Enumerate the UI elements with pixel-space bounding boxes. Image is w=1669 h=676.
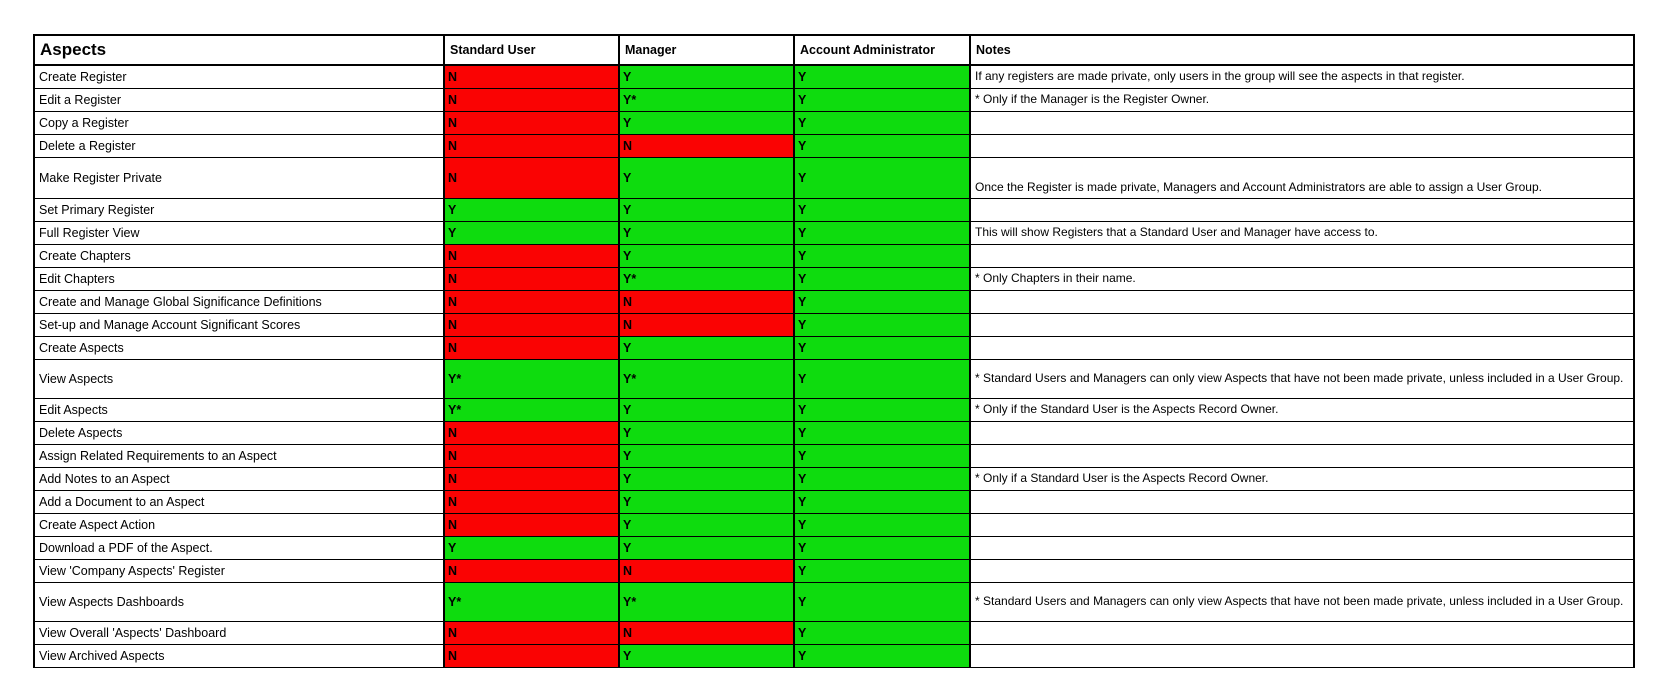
column-header-standard-user: Standard User: [444, 35, 619, 65]
aspect-label: Edit Aspects: [34, 399, 444, 422]
permission-account-administrator: Y: [794, 468, 970, 491]
permission-standard-user: N: [444, 622, 619, 645]
note-text: [970, 422, 1634, 445]
aspect-label: View Archived Aspects: [34, 645, 444, 668]
permission-account-administrator: Y: [794, 645, 970, 668]
aspect-label: View 'Company Aspects' Register: [34, 560, 444, 583]
note-text: [970, 514, 1634, 537]
permission-account-administrator: Y: [794, 514, 970, 537]
aspect-label: View Aspects: [34, 360, 444, 399]
permission-standard-user: N: [444, 112, 619, 135]
aspect-label: Make Register Private: [34, 158, 444, 199]
note-text: * Only if the Standard User is the Aspects Record Owner.: [970, 399, 1634, 422]
permission-standard-user: N: [444, 514, 619, 537]
aspect-label: Copy a Register: [34, 112, 444, 135]
table-row: [34, 537, 1634, 560]
table-row: [34, 135, 1634, 158]
permission-standard-user: N: [444, 314, 619, 337]
table-row: [34, 65, 1634, 89]
permission-standard-user: Y*: [444, 399, 619, 422]
aspect-label: View Overall 'Aspects' Dashboard: [34, 622, 444, 645]
note-text: [970, 291, 1634, 314]
column-header-notes: Notes: [970, 35, 1634, 65]
permission-manager: Y: [619, 645, 794, 668]
permission-manager: Y: [619, 445, 794, 468]
note-text: [970, 622, 1634, 645]
aspect-label: Create Aspects: [34, 337, 444, 360]
permission-standard-user: Y: [444, 199, 619, 222]
note-text: * Only Chapters in their name.: [970, 268, 1634, 291]
permission-standard-user: N: [444, 645, 619, 668]
table-row: [34, 268, 1634, 291]
permission-standard-user: N: [444, 337, 619, 360]
permission-account-administrator: Y: [794, 65, 970, 89]
aspect-label: Edit a Register: [34, 89, 444, 112]
column-header-manager: Manager: [619, 35, 794, 65]
table-row: [34, 112, 1634, 135]
note-text: [970, 537, 1634, 560]
note-text: This will show Registers that a Standard User and Manager have access to.: [970, 222, 1634, 245]
permission-standard-user: Y: [444, 537, 619, 560]
permission-manager: N: [619, 560, 794, 583]
permission-manager: Y: [619, 468, 794, 491]
permission-manager: Y: [619, 112, 794, 135]
table-title: Aspects: [34, 35, 444, 65]
permission-manager: Y*: [619, 89, 794, 112]
note-text: [970, 112, 1634, 135]
table-row: [34, 583, 1634, 622]
permission-manager: Y*: [619, 360, 794, 399]
permission-manager: N: [619, 622, 794, 645]
permission-standard-user: N: [444, 291, 619, 314]
note-text: [970, 337, 1634, 360]
note-text: [970, 245, 1634, 268]
note-text: If any registers are made private, only users in the group will see the aspects in that register.: [970, 65, 1634, 89]
aspect-label: Create and Manage Global Significance Definitions: [34, 291, 444, 314]
permission-manager: N: [619, 314, 794, 337]
permission-standard-user: N: [444, 89, 619, 112]
permission-standard-user: Y: [444, 222, 619, 245]
aspect-label: Add Notes to an Aspect: [34, 468, 444, 491]
table-row: [34, 337, 1634, 360]
permission-standard-user: N: [444, 268, 619, 291]
aspect-label: Create Register: [34, 65, 444, 89]
aspect-label: Delete a Register: [34, 135, 444, 158]
permission-account-administrator: Y: [794, 537, 970, 560]
permission-standard-user: N: [444, 468, 619, 491]
table-row: [34, 491, 1634, 514]
permission-standard-user: N: [444, 445, 619, 468]
table-body: [34, 65, 1634, 668]
permission-standard-user: N: [444, 135, 619, 158]
table-row: [34, 622, 1634, 645]
permission-manager: Y*: [619, 583, 794, 622]
permission-manager: Y*: [619, 268, 794, 291]
permission-account-administrator: Y: [794, 89, 970, 112]
aspect-label: Add a Document to an Aspect: [34, 491, 444, 514]
table-row: [34, 468, 1634, 491]
permission-standard-user: N: [444, 560, 619, 583]
note-text: [970, 491, 1634, 514]
permission-account-administrator: Y: [794, 314, 970, 337]
permission-account-administrator: Y: [794, 560, 970, 583]
spreadsheet-area: [33, 34, 1635, 668]
permission-standard-user: N: [444, 65, 619, 89]
permission-account-administrator: Y: [794, 291, 970, 314]
permission-account-administrator: Y: [794, 583, 970, 622]
permission-account-administrator: Y: [794, 422, 970, 445]
note-text: * Standard Users and Managers can only view Aspects that have not been made private, unless included in a User Group.: [970, 360, 1634, 399]
note-text: Once the Register is made private, Managers and Account Administrators are able to assign a User Group.: [970, 158, 1634, 199]
permission-account-administrator: Y: [794, 112, 970, 135]
permission-manager: Y: [619, 158, 794, 199]
table-row: [34, 645, 1634, 668]
aspect-label: Download a PDF of the Aspect.: [34, 537, 444, 560]
permission-manager: Y: [619, 245, 794, 268]
permission-manager: N: [619, 135, 794, 158]
aspect-label: View Aspects Dashboards: [34, 583, 444, 622]
table-row: [34, 314, 1634, 337]
table-row: [34, 222, 1634, 245]
table-row: [34, 360, 1634, 399]
table-row: [34, 158, 1634, 199]
permission-account-administrator: Y: [794, 622, 970, 645]
header-row: [34, 35, 1634, 65]
table-row: [34, 399, 1634, 422]
table-row: [34, 514, 1634, 537]
permission-manager: Y: [619, 399, 794, 422]
permission-manager: Y: [619, 222, 794, 245]
permission-manager: Y: [619, 199, 794, 222]
permission-manager: Y: [619, 514, 794, 537]
permission-standard-user: N: [444, 158, 619, 199]
aspect-label: Set-up and Manage Account Significant Scores: [34, 314, 444, 337]
permission-account-administrator: Y: [794, 491, 970, 514]
note-text: [970, 560, 1634, 583]
aspect-label: Set Primary Register: [34, 199, 444, 222]
note-text: [970, 135, 1634, 158]
permission-account-administrator: Y: [794, 445, 970, 468]
aspect-label: Delete Aspects: [34, 422, 444, 445]
permission-account-administrator: Y: [794, 158, 970, 199]
permission-manager: N: [619, 291, 794, 314]
table-row: [34, 445, 1634, 468]
table-row: [34, 245, 1634, 268]
permission-account-administrator: Y: [794, 399, 970, 422]
permission-account-administrator: Y: [794, 268, 970, 291]
permission-manager: Y: [619, 537, 794, 560]
permission-account-administrator: Y: [794, 360, 970, 399]
column-header-account-administrator: Account Administrator: [794, 35, 970, 65]
permission-account-administrator: Y: [794, 337, 970, 360]
permission-standard-user: N: [444, 422, 619, 445]
permission-standard-user: N: [444, 491, 619, 514]
note-text: [970, 199, 1634, 222]
aspect-label: Full Register View: [34, 222, 444, 245]
permission-account-administrator: Y: [794, 222, 970, 245]
aspect-label: Create Chapters: [34, 245, 444, 268]
permission-account-administrator: Y: [794, 199, 970, 222]
table-row: [34, 291, 1634, 314]
permission-manager: Y: [619, 491, 794, 514]
permission-manager: Y: [619, 65, 794, 89]
note-text: [970, 445, 1634, 468]
note-text: [970, 314, 1634, 337]
permission-standard-user: N: [444, 245, 619, 268]
aspect-label: Create Aspect Action: [34, 514, 444, 537]
table-row: [34, 199, 1634, 222]
permission-account-administrator: Y: [794, 135, 970, 158]
note-text: * Only if the Manager is the Register Owner.: [970, 89, 1634, 112]
table-row: [34, 560, 1634, 583]
permission-manager: Y: [619, 422, 794, 445]
note-text: * Standard Users and Managers can only view Aspects that have not been made private, unless included in a User Group.: [970, 583, 1634, 622]
aspect-label: Assign Related Requirements to an Aspect: [34, 445, 444, 468]
permission-account-administrator: Y: [794, 245, 970, 268]
note-text: [970, 645, 1634, 668]
permission-standard-user: Y*: [444, 360, 619, 399]
note-text: * Only if a Standard User is the Aspects Record Owner.: [970, 468, 1634, 491]
table-row: [34, 89, 1634, 112]
permission-manager: Y: [619, 337, 794, 360]
aspect-label: Edit Chapters: [34, 268, 444, 291]
table-row: [34, 422, 1634, 445]
permissions-table: [33, 34, 1635, 668]
permission-standard-user: Y*: [444, 583, 619, 622]
